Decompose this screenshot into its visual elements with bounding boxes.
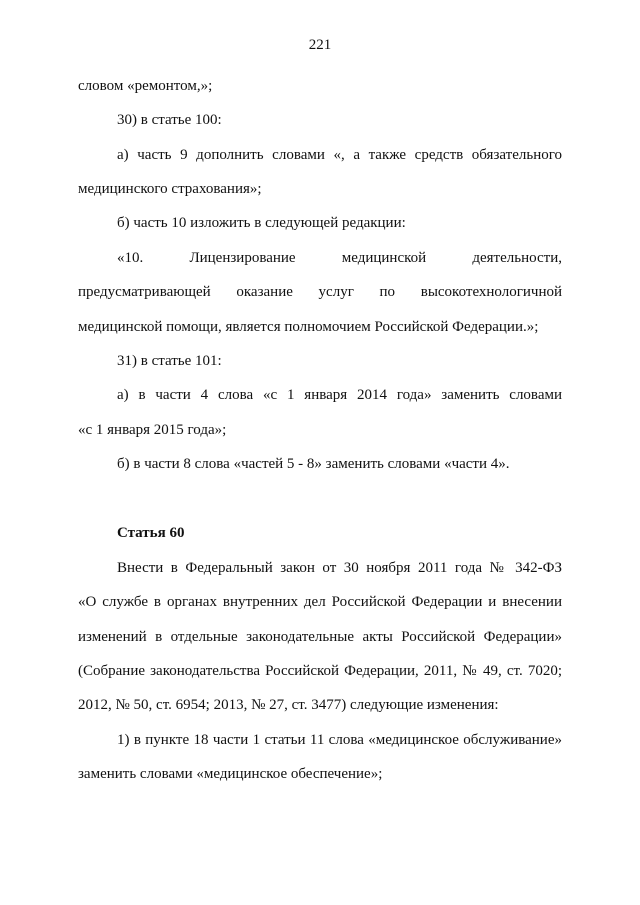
article-heading: Статья 60	[117, 525, 185, 541]
text-line: изменений в отдельные законодательные акты Российской Федерации»	[78, 629, 562, 645]
text-line: «10. Лицензирование медицинской деятельности,	[117, 250, 562, 266]
text-line: словом «ремонтом,»;	[78, 78, 213, 94]
text-line: предусматривающей оказание услуг по высокотехнологичной	[78, 284, 562, 300]
text-line: заменить словами «медицинское обеспечение»;	[78, 766, 383, 782]
text-line: а) часть 9 дополнить словами «, а также средств обязательного	[117, 147, 562, 163]
text-line: 31) в статье 101:	[117, 353, 222, 369]
text-line: б) часть 10 изложить в следующей редакции:	[117, 215, 406, 231]
text-line: б) в части 8 слова «частей 5 - 8» заменить словами «части 4».	[117, 456, 510, 472]
text-line: Внести в Федеральный закон от 30 ноября 2011 года № 342-ФЗ	[117, 560, 562, 576]
text-line: 1) в пункте 18 части 1 статьи 11 слова «медицинское обслуживание»	[117, 732, 562, 748]
text-line: (Собрание законодательства Российской Федерации, 2011, № 49, ст. 7020;	[78, 663, 562, 679]
text-line: 2012, № 50, ст. 6954; 2013, № 27, ст. 3477) следующие изменения:	[78, 697, 499, 713]
text-line: а) в части 4 слова «с 1 января 2014 года» заменить словами	[117, 387, 562, 403]
text-line: 30) в статье 100:	[117, 112, 222, 128]
text-line: медицинской помощи, является полномочием Российской Федерации.»;	[78, 319, 539, 335]
text-line: «с 1 января 2015 года»;	[78, 422, 227, 438]
text-line: «О службе в органах внутренних дел Российской Федерации и внесении	[78, 594, 562, 610]
page-number: 221	[308, 37, 332, 53]
text-line: медицинского страхования»;	[78, 181, 262, 197]
